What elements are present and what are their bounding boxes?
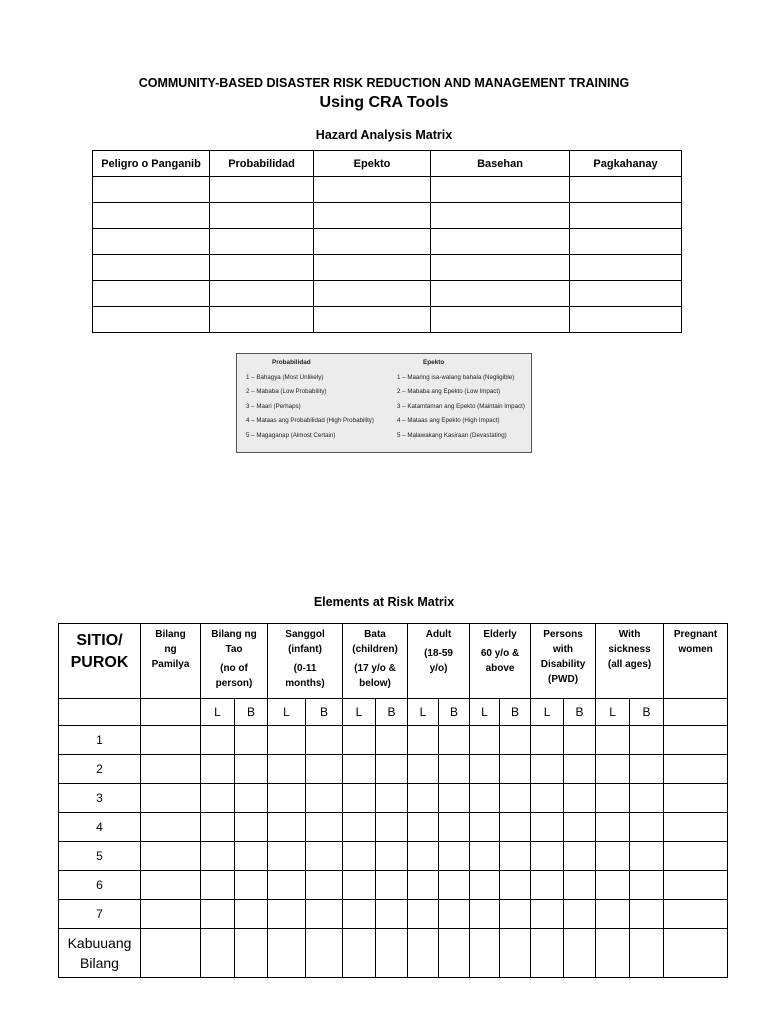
hazard-cell[interactable] [210, 203, 314, 229]
entry-cell[interactable] [306, 842, 343, 871]
row-number: 4 [59, 813, 141, 842]
hazard-cell[interactable] [210, 229, 314, 255]
entry-cell[interactable] [500, 842, 531, 871]
hazard-cell[interactable] [210, 255, 314, 281]
entry-cell[interactable] [268, 871, 306, 900]
entry-cell[interactable] [306, 726, 343, 755]
row-number: 5 [59, 842, 141, 871]
entry-cell[interactable] [596, 871, 630, 900]
header-text: (infant) [288, 644, 322, 655]
header-text: Sanggol [285, 629, 325, 640]
col-bata [343, 624, 408, 699]
col-basehan: Basehan [431, 151, 570, 177]
entry-cell[interactable] [376, 929, 408, 978]
header-text: ng [164, 644, 177, 655]
entry-cell[interactable] [564, 755, 596, 784]
entry-cell[interactable] [235, 813, 268, 842]
b-label: B [306, 699, 343, 726]
entry-cell[interactable] [235, 726, 268, 755]
entry-cell[interactable] [306, 900, 343, 929]
header-text: (0-11 [293, 663, 317, 674]
entry-cell[interactable] [531, 871, 564, 900]
header-text: (all ages) [607, 659, 652, 670]
hazard-cell[interactable] [314, 281, 431, 307]
l-label: L [408, 699, 439, 726]
entry-cell[interactable] [500, 726, 531, 755]
entry-cell[interactable] [343, 871, 376, 900]
col-peligro: Peligro o Panganib [93, 151, 210, 177]
entry-cell[interactable] [500, 784, 531, 813]
entry-cell[interactable] [630, 784, 664, 813]
l-label: L [470, 699, 500, 726]
header-text: Disability [540, 659, 586, 670]
entry-cell[interactable] [268, 929, 306, 978]
entry-cell[interactable] [630, 842, 664, 871]
hazard-cell[interactable] [93, 203, 210, 229]
entry-cell[interactable] [664, 842, 728, 871]
table-row [59, 842, 728, 871]
sitio-label: SITIO/ [76, 632, 123, 649]
b-label: B [376, 699, 408, 726]
entry-cell[interactable] [235, 900, 268, 929]
header-text: 60 y/o & [480, 648, 520, 659]
entry-cell[interactable] [596, 929, 630, 978]
entry-cell[interactable] [306, 784, 343, 813]
hazard-cell[interactable] [210, 281, 314, 307]
hazard-cell[interactable] [431, 307, 570, 333]
entry-cell[interactable] [596, 755, 630, 784]
legend-item: 1 – Bahagya (Most Unlikely) [246, 373, 324, 381]
lb-subheader-row [59, 699, 728, 726]
table-row [93, 255, 682, 281]
entry-cell[interactable] [306, 755, 343, 784]
col-epekto: Epekto [314, 151, 431, 177]
entry-cell[interactable] [564, 784, 596, 813]
entry-cell[interactable] [141, 726, 201, 755]
col-bilang-pamilya [141, 624, 201, 699]
l-label: L [343, 699, 376, 726]
entry-cell[interactable] [408, 813, 439, 842]
entry-cell[interactable] [268, 842, 306, 871]
hazard-cell[interactable] [93, 229, 210, 255]
entry-cell[interactable] [500, 755, 531, 784]
training-title: COMMUNITY-BASED DISASTER RISK REDUCTION AND MANAGEMENT TRAINING [138, 76, 630, 90]
table-row [59, 755, 728, 784]
header-text: with [553, 644, 574, 655]
header-text: above [485, 663, 515, 674]
blank-cell [141, 699, 201, 726]
hazard-header-row [93, 151, 682, 177]
entry-cell[interactable] [306, 813, 343, 842]
entry-cell[interactable] [664, 813, 728, 842]
purok-label: PUROK [70, 654, 129, 671]
entry-cell[interactable] [500, 871, 531, 900]
hazard-cell[interactable] [431, 229, 570, 255]
row-number: 6 [59, 871, 141, 900]
entry-cell[interactable] [531, 929, 564, 978]
table-row [59, 813, 728, 842]
legend-item: 4 – Mataas ang Epekto (High Impact) [397, 417, 500, 425]
elements-header-row [59, 624, 728, 699]
entry-cell[interactable] [268, 784, 306, 813]
l-label: L [201, 699, 235, 726]
header-text: Bilang [155, 629, 186, 640]
legend-epekto-header: Epekto [423, 359, 445, 366]
entry-cell[interactable] [596, 900, 630, 929]
l-label: L [531, 699, 564, 726]
entry-cell[interactable] [470, 755, 500, 784]
blank-cell [59, 699, 141, 726]
entry-cell[interactable] [664, 871, 728, 900]
col-pregnant-women [664, 624, 728, 699]
entry-cell[interactable] [439, 842, 470, 871]
entry-cell[interactable] [664, 784, 728, 813]
row-number: 2 [59, 755, 141, 784]
legend-item: 2 – Mababa ang Epekto (Low Impact) [397, 388, 501, 396]
header-text: below) [359, 678, 391, 689]
header-text: Pamilya [151, 659, 190, 670]
b-label: B [564, 699, 596, 726]
entry-cell[interactable] [664, 726, 728, 755]
col-sanggol [268, 624, 343, 699]
header-text: Persons [543, 629, 583, 640]
entry-cell[interactable] [343, 726, 376, 755]
legend-item: 3 – Katamtaman ang Epekto (Maintain Impact) [397, 402, 525, 410]
legend-item: 4 – Mataas ang Probabilidad (High Probability) [246, 417, 374, 425]
entry-cell[interactable] [201, 929, 235, 978]
entry-cell[interactable] [201, 900, 235, 929]
entry-cell[interactable] [630, 755, 664, 784]
header-text: (18-59 [424, 648, 453, 659]
entry-cell[interactable] [664, 755, 728, 784]
entry-cell[interactable] [408, 929, 439, 978]
entry-cell[interactable] [201, 842, 235, 871]
hazard-cell[interactable] [431, 281, 570, 307]
entry-cell[interactable] [596, 813, 630, 842]
entry-cell[interactable] [439, 784, 470, 813]
entry-cell[interactable] [408, 755, 439, 784]
total-row [59, 929, 728, 978]
hazard-cell[interactable] [431, 177, 570, 203]
total-label-line2: Bilang [80, 955, 119, 971]
col-elderly [470, 624, 531, 699]
hazard-analysis-table [92, 150, 682, 333]
header-text: months) [285, 678, 325, 689]
entry-cell[interactable] [201, 755, 235, 784]
training-subtitle: Using CRA Tools [319, 94, 449, 111]
hazard-cell[interactable] [314, 255, 431, 281]
entry-cell[interactable] [470, 871, 500, 900]
legend-item: 1 – Maaring isa-walang bahala (Negligible) [397, 373, 515, 381]
entry-cell[interactable] [531, 755, 564, 784]
header-text: y/o) [429, 663, 448, 674]
table-row [93, 307, 682, 333]
hazard-cell[interactable] [93, 307, 210, 333]
header-text: (17 y/o & [354, 663, 396, 674]
header-text: (no of [220, 663, 248, 674]
header-text: (PWD) [548, 674, 579, 685]
entry-cell[interactable] [343, 900, 376, 929]
elements-at-risk-table [58, 623, 728, 978]
table-row [59, 871, 728, 900]
hazard-cell[interactable] [570, 203, 682, 229]
entry-cell[interactable] [201, 813, 235, 842]
col-probabilidad: Probabilidad [210, 151, 314, 177]
entry-cell[interactable] [596, 842, 630, 871]
entry-cell[interactable] [408, 842, 439, 871]
entry-cell[interactable] [470, 784, 500, 813]
table-row [59, 784, 728, 813]
hazard-cell[interactable] [314, 307, 431, 333]
entry-cell[interactable] [343, 755, 376, 784]
table-row [93, 177, 682, 203]
elements-matrix-title: Elements at Risk Matrix [313, 595, 455, 609]
entry-cell[interactable] [439, 900, 470, 929]
entry-cell[interactable] [141, 871, 201, 900]
hazard-cell[interactable] [93, 281, 210, 307]
entry-cell[interactable] [630, 900, 664, 929]
entry-cell[interactable] [470, 900, 500, 929]
table-row [59, 726, 728, 755]
entry-cell[interactable] [141, 900, 201, 929]
entry-cell[interactable] [531, 726, 564, 755]
entry-cell[interactable] [470, 726, 500, 755]
b-label: B [630, 699, 664, 726]
entry-cell[interactable] [531, 784, 564, 813]
entry-cell[interactable] [564, 842, 596, 871]
col-pwd [531, 624, 596, 699]
entry-cell[interactable] [376, 784, 408, 813]
header-text: Pregnant [673, 629, 718, 640]
legend-item: 5 – Magaganap (Almost Certain) [246, 431, 336, 439]
entry-cell[interactable] [630, 929, 664, 978]
entry-cell[interactable] [268, 900, 306, 929]
b-label: B [439, 699, 470, 726]
hazard-cell[interactable] [570, 281, 682, 307]
table-row [93, 229, 682, 255]
entry-cell[interactable] [376, 813, 408, 842]
total-label [59, 929, 141, 978]
b-label: B [235, 699, 268, 726]
b-label: B [500, 699, 531, 726]
hazard-cell[interactable] [210, 307, 314, 333]
epekto-legend [397, 356, 525, 444]
entry-cell[interactable] [664, 929, 728, 978]
header-text: With [618, 629, 641, 640]
table-row [59, 900, 728, 929]
table-row [93, 281, 682, 307]
entry-cell[interactable] [201, 784, 235, 813]
entry-cell[interactable] [596, 726, 630, 755]
row-number: 3 [59, 784, 141, 813]
entry-cell[interactable] [235, 929, 268, 978]
legend-item: 5 – Malawakang Kasiraan (Devastating) [397, 431, 507, 439]
entry-cell[interactable] [201, 871, 235, 900]
entry-cell[interactable] [408, 900, 439, 929]
header-text: person) [215, 678, 253, 689]
entry-cell[interactable] [376, 726, 408, 755]
entry-cell[interactable] [141, 755, 201, 784]
hazard-cell[interactable] [570, 307, 682, 333]
total-label-line1: Kabuuang [67, 935, 132, 951]
header-text: Bilang ng [211, 629, 257, 640]
header-text: Tao [225, 644, 243, 655]
entry-cell[interactable] [470, 842, 500, 871]
entry-cell[interactable] [376, 842, 408, 871]
entry-cell[interactable] [141, 784, 201, 813]
hazard-cell[interactable] [431, 255, 570, 281]
col-pagkahanay: Pagkahanay [570, 151, 682, 177]
header-text: women [678, 644, 713, 655]
entry-cell[interactable] [376, 871, 408, 900]
entry-cell[interactable] [439, 813, 470, 842]
entry-cell[interactable] [306, 871, 343, 900]
entry-cell[interactable] [531, 842, 564, 871]
entry-cell[interactable] [531, 813, 564, 842]
entry-cell[interactable] [141, 842, 201, 871]
entry-cell[interactable] [141, 929, 201, 978]
entry-cell[interactable] [343, 842, 376, 871]
entry-cell[interactable] [376, 900, 408, 929]
entry-cell[interactable] [201, 726, 235, 755]
header-text: Adult [425, 629, 452, 640]
hazard-cell[interactable] [314, 177, 431, 203]
entry-cell[interactable] [439, 871, 470, 900]
entry-cell[interactable] [439, 929, 470, 978]
col-adult [408, 624, 470, 699]
entry-cell[interactable] [500, 929, 531, 978]
header-text: (children) [352, 644, 398, 655]
probabilidad-legend [246, 356, 374, 444]
hazard-cell[interactable] [570, 177, 682, 203]
hazard-cell[interactable] [314, 203, 431, 229]
entry-cell[interactable] [343, 813, 376, 842]
col-with-sickness [596, 624, 664, 699]
blank-cell [664, 699, 728, 726]
entry-cell[interactable] [564, 813, 596, 842]
entry-cell[interactable] [470, 929, 500, 978]
entry-cell[interactable] [596, 784, 630, 813]
entry-cell[interactable] [343, 929, 376, 978]
entry-cell[interactable] [235, 871, 268, 900]
entry-cell[interactable] [564, 726, 596, 755]
hazard-matrix-title: Hazard Analysis Matrix [315, 128, 453, 142]
entry-cell[interactable] [408, 726, 439, 755]
entry-cell[interactable] [500, 813, 531, 842]
table-row [93, 203, 682, 229]
legend-item: 3 – Maari (Perhaps) [246, 402, 301, 410]
entry-cell[interactable] [376, 755, 408, 784]
entry-cell[interactable] [470, 813, 500, 842]
entry-cell[interactable] [235, 755, 268, 784]
legend-item: 2 – Mababa (Low Probability) [246, 388, 327, 396]
col-bilang-tao [201, 624, 268, 699]
legend-probabilidad-header: Probabilidad [272, 359, 311, 366]
header-text: Bata [364, 629, 386, 640]
entry-cell[interactable] [630, 813, 664, 842]
entry-cell[interactable] [268, 755, 306, 784]
hazard-cell[interactable] [314, 229, 431, 255]
row-number: 7 [59, 900, 141, 929]
entry-cell[interactable] [564, 900, 596, 929]
entry-cell[interactable] [439, 755, 470, 784]
entry-cell[interactable] [531, 900, 564, 929]
hazard-cell[interactable] [570, 255, 682, 281]
header-text: sickness [608, 644, 651, 655]
header-text: Elderly [483, 629, 517, 640]
entry-cell[interactable] [500, 900, 531, 929]
entry-cell[interactable] [306, 929, 343, 978]
entry-cell[interactable] [235, 784, 268, 813]
rating-legend [236, 353, 532, 453]
entry-cell[interactable] [439, 726, 470, 755]
entry-cell[interactable] [408, 871, 439, 900]
col-sitio-purok [59, 624, 141, 699]
elements-data-rows [59, 726, 728, 929]
entry-cell[interactable] [630, 726, 664, 755]
hazard-cell[interactable] [431, 203, 570, 229]
hazard-cell[interactable] [93, 177, 210, 203]
hazard-cell[interactable] [570, 229, 682, 255]
entry-cell[interactable] [268, 813, 306, 842]
l-label: L [596, 699, 630, 726]
entry-cell[interactable] [268, 726, 306, 755]
l-label: L [268, 699, 306, 726]
entry-cell[interactable] [141, 813, 201, 842]
entry-cell[interactable] [564, 929, 596, 978]
entry-cell[interactable] [235, 842, 268, 871]
hazard-cell[interactable] [93, 255, 210, 281]
entry-cell[interactable] [408, 784, 439, 813]
entry-cell[interactable] [664, 900, 728, 929]
hazard-cell[interactable] [210, 177, 314, 203]
entry-cell[interactable] [343, 784, 376, 813]
entry-cell[interactable] [630, 871, 664, 900]
row-number: 1 [59, 726, 141, 755]
entry-cell[interactable] [564, 871, 596, 900]
